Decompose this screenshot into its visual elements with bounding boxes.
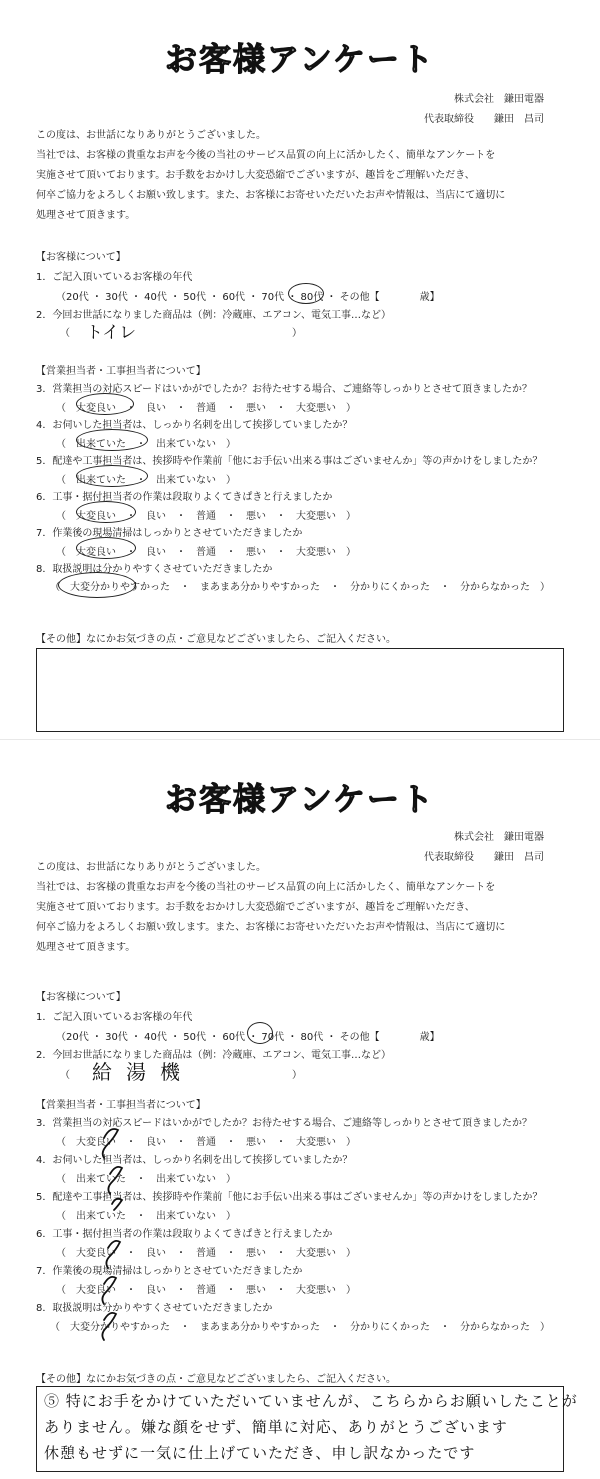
company-name: 株式会社 鎌田電器 — [454, 94, 544, 105]
intro-line: 何卒ご協力をよろしくお願い致します。また、お客様にお寄せいただいたお声や情報は、当店にて適切に — [36, 190, 506, 201]
question-5: 5．配達や工事担当者は、挨拶時や作業前「他にお手伝い出来る事はございませんか」等の声かけをしましたか？ — [36, 1192, 543, 1203]
q6-scale[interactable]: （ 大変良い ・ 良い ・ 普通 ・ 悪い ・ 大変悪い ） — [56, 1248, 356, 1259]
q7-circle-mark — [76, 537, 136, 559]
question-3: 3．営業担当の対応スピードはいかがでしたか？お待たせする場合、ご連絡等しっかりとさせて頂きましたか？ — [36, 1118, 532, 1129]
intro-line: 実施させて頂いております。お手数をおかけし大変恐縮でございますが、趣旨をご理解いただき、 — [36, 170, 475, 181]
product-paren-close: ） — [292, 328, 302, 339]
question-6: 6．工事・据付担当者の作業は段取りよくてきぱきと行えましたか — [36, 1229, 333, 1240]
q4-scale[interactable]: （ 出来ていた ・ 出来ていない ） — [56, 439, 236, 450]
representative: 代表取締役 鎌田 昌司 — [424, 114, 544, 125]
intro-line: 当社では、お客様の貴重なお声を今後の当社のサービス品質の向上に活かしたく、簡単なアンケートを — [36, 150, 496, 161]
q6-check-mark — [106, 1241, 120, 1268]
question-7: 7．作業後の現場清掃はしっかりとさせていただきましたか — [36, 1266, 303, 1277]
q5-scale[interactable]: （ 出来ていた ・ 出来ていない ） — [56, 1211, 236, 1222]
q6-scale[interactable]: （ 大変良い ・ 良い ・ 普通 ・ 悪い ・ 大変悪い ） — [56, 511, 356, 522]
intro-line: 何卒ご協力をよろしくお願い致します。また、お客様にお寄せいただいたお声や情報は、当店にて適切に — [36, 922, 506, 933]
age-circle-mark — [288, 283, 324, 304]
intro-line: この度は、お世話になりありがとうございました。 — [36, 130, 266, 141]
survey-title: お客様アンケート — [164, 780, 436, 818]
q8-circle-mark — [58, 572, 136, 598]
other-section-heading: 【その他】なにかお気づきの点・ご意見などございましたら、ご記入ください。 — [36, 634, 396, 645]
product-paren-open: （ — [60, 328, 70, 339]
survey-sheet-2 — [0, 740, 600, 1479]
product-paren-open: （ — [60, 1070, 70, 1081]
intro-line: この度は、お世話になりありがとうございました。 — [36, 862, 266, 873]
survey-sheet-1 — [0, 0, 600, 739]
product-paren-close: ） — [292, 1070, 302, 1081]
comment-line: ⑤ 特にお手をかけていただいていませんが、こちらからお願いしたことが — [44, 1392, 578, 1410]
question-1: 1．ご記入頂いているお客様の年代 — [36, 272, 193, 283]
q4-circle-mark — [76, 429, 148, 451]
q8-scale[interactable]: （ 大変分かりやすかった ・ まあまあ分かりやすかった ・ 分かりにくかった ・ 分からなかった ） — [50, 582, 550, 593]
survey-title: お客様アンケート — [164, 40, 436, 78]
other-section-heading: 【その他】なにかお気づきの点・ご意見などございましたら、ご記入ください。 — [36, 1374, 396, 1385]
intro-line: 処理させて頂きます。 — [36, 210, 136, 221]
product-answer[interactable]: トイレ — [86, 323, 137, 343]
representative: 代表取締役 鎌田 昌司 — [424, 852, 544, 863]
question-2: 2．今回お世話になりました商品は（例：冷蔵庫、エアコン、電気工事…など） — [36, 310, 392, 321]
q7-scale[interactable]: （ 大変良い ・ 良い ・ 普通 ・ 悪い ・ 大変悪い ） — [56, 1285, 356, 1296]
question-4: 4．お伺いした担当者は、しっかり名刺を出して挨拶していましたか？ — [36, 1155, 353, 1166]
question-7: 7．作業後の現場清掃はしっかりとさせていただきましたか — [36, 528, 303, 539]
question-1: 1．ご記入頂いているお客様の年代 — [36, 1012, 193, 1023]
q8-scale[interactable]: （ 大変分かりやすかった ・ まあまあ分かりやすかった ・ 分かりにくかった ・ 分からなかった ） — [50, 1322, 550, 1333]
q3-scale[interactable]: （ 大変良い ・ 良い ・ 普通 ・ 悪い ・ 大変悪い ） — [56, 1137, 356, 1148]
question-2: 2．今回お世話になりました商品は（例：冷蔵庫、エアコン、電気工事…など） — [36, 1050, 392, 1061]
q8-check-mark — [102, 1313, 116, 1340]
intro-line: 処理させて頂きます。 — [36, 942, 136, 953]
q6-circle-mark — [76, 501, 136, 523]
age-options[interactable]: （20代 ・ 30代 ・ 40代 ・ 50代 ・ 60代 ・ 70代 ・ 80代 ・ その他【 歳】 — [56, 1032, 440, 1043]
staff-section-heading: 【営業担当者・工事担当者について】 — [36, 1100, 206, 1111]
question-6: 6．工事・据付担当者の作業は段取りよくてきぱきと行えましたか — [36, 492, 333, 503]
question-8: 8．取扱説明は分かりやすくさせていただきましたか — [36, 1303, 273, 1314]
comment-line: ありません。嫌な顔をせず、簡単に対応、ありがとうございます — [44, 1418, 508, 1436]
q4-check-mark — [108, 1167, 122, 1194]
question-5: 5．配達や工事担当者は、挨拶時や作業前「他にお手伝い出来る事はございませんか」等の声かけをしましたか？ — [36, 456, 543, 467]
customer-section-heading: 【お客様について】 — [36, 252, 126, 263]
product-answer[interactable]: 給湯機 — [92, 1060, 194, 1084]
handwritten-check-marks — [0, 740, 600, 1479]
comment-line: 休憩もせずに一気に仕上げていただき、申し訳なかったです — [44, 1444, 476, 1462]
q5-check-mark — [112, 1199, 122, 1210]
intro-line: 実施させて頂いております。お手数をおかけし大変恐縮でございますが、趣旨をご理解いただき、 — [36, 902, 475, 913]
q7-check-mark — [102, 1277, 116, 1304]
question-3: 3．営業担当の対応スピードはいかがでしたか？お待たせする場合、ご連絡等しっかりとさせて頂きましたか？ — [36, 384, 532, 395]
intro-text — [36, 126, 576, 226]
customer-section-heading: 【お客様について】 — [36, 992, 126, 1003]
q3-scale[interactable]: （ 大変良い ・ 良い ・ 普通 ・ 悪い ・ 大変悪い ） — [56, 403, 356, 414]
staff-section-heading: 【営業担当者・工事担当者について】 — [36, 366, 206, 377]
question-4: 4．お伺いした担当者は、しっかり名刺を出して挨拶していましたか？ — [36, 420, 353, 431]
q7-scale[interactable]: （ 大変良い ・ 良い ・ 普通 ・ 悪い ・ 大変悪い ） — [56, 547, 356, 558]
q4-scale[interactable]: （ 出来ていた ・ 出来ていない ） — [56, 1174, 236, 1185]
q3-circle-mark — [76, 393, 134, 415]
company-name: 株式会社 鎌田電器 — [454, 832, 544, 843]
age-options[interactable]: （20代 ・ 30代 ・ 40代 ・ 50代 ・ 60代 ・ 70代 ・ 80代 ・ その他【 歳】 — [56, 292, 440, 303]
q3-check-mark — [103, 1129, 118, 1158]
intro-line: 当社では、お客様の貴重なお声を今後の当社のサービス品質の向上に活かしたく、簡単なアンケートを — [36, 882, 496, 893]
question-8: 8．取扱説明は分かりやすくさせていただきましたか — [36, 564, 273, 575]
comment-box[interactable] — [36, 648, 564, 732]
q5-circle-mark — [76, 465, 148, 487]
q5-scale[interactable]: （ 出来ていた ・ 出来ていない ） — [56, 475, 236, 486]
